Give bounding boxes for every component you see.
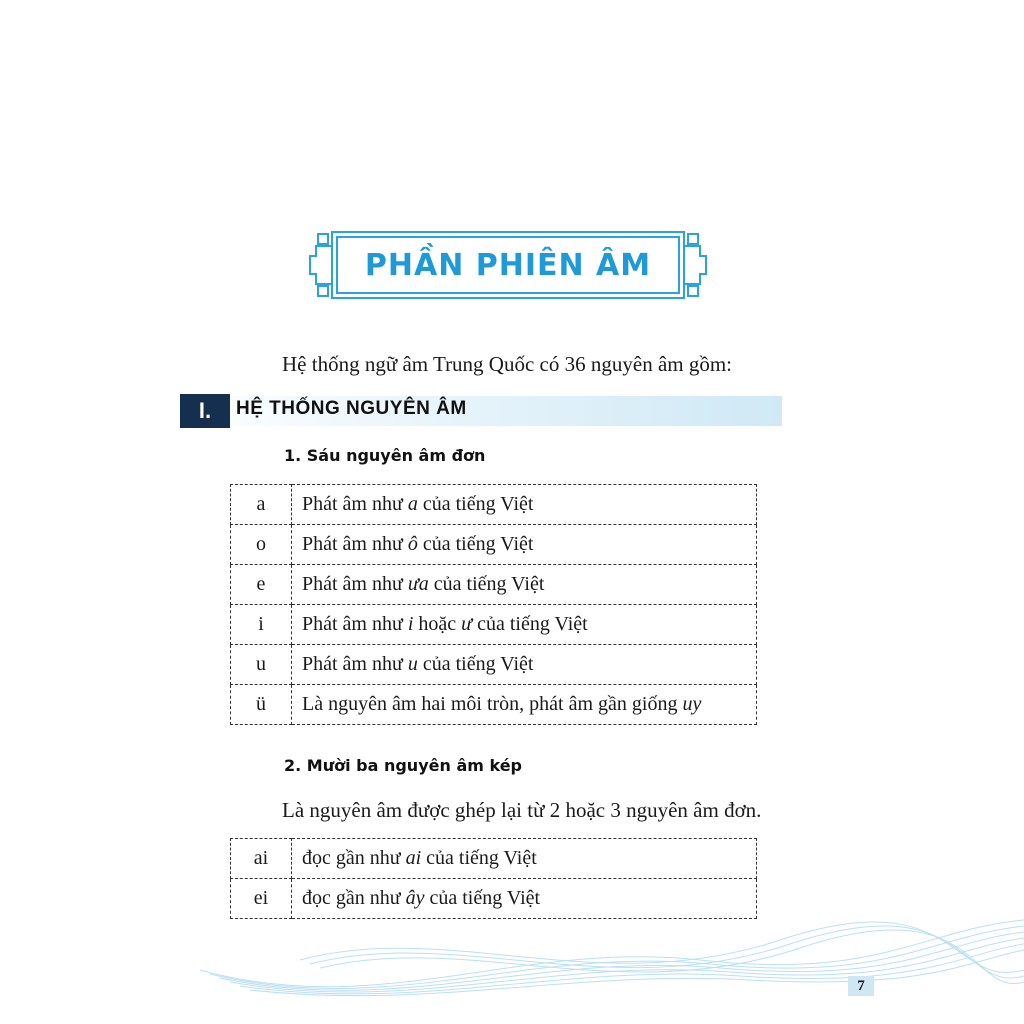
- intro-text: Hệ thống ngữ âm Trung Quốc có 36 nguyên âm gồm:: [282, 352, 733, 376]
- vowel-description: Là nguyên âm hai môi tròn, phát âm gần giống uy: [292, 685, 757, 725]
- vowel-description: đọc gần như ây của tiếng Việt: [292, 879, 757, 919]
- vowel-letter: ai: [231, 839, 292, 879]
- vowel-description: Phát âm như ô của tiếng Việt: [292, 525, 757, 565]
- section-number: I.: [180, 394, 230, 428]
- section-title: HỆ THỐNG NGUYÊN ÂM: [236, 398, 467, 419]
- table-row: [231, 839, 757, 879]
- table-row: [231, 525, 757, 565]
- vowel-letter: a: [231, 485, 292, 525]
- vowel-letter: ü: [231, 685, 292, 725]
- decorative-waves: [0, 900, 1024, 1024]
- vowel-description: Phát âm như u của tiếng Việt: [292, 645, 757, 685]
- vowel-table-single: [230, 484, 757, 725]
- table-row: [231, 685, 757, 725]
- vowel-letter: e: [231, 565, 292, 605]
- title-frame: [306, 226, 710, 304]
- vowel-letter: o: [231, 525, 292, 565]
- subsection-2-paragraph: Là nguyên âm được ghép lại từ 2 hoặc 3 nguyên âm đơn.: [282, 798, 762, 822]
- subsection-1-title: 1. Sáu nguyên âm đơn: [284, 446, 486, 465]
- table-row: [231, 565, 757, 605]
- table-row: [231, 605, 757, 645]
- vowel-description: đọc gần như ai của tiếng Việt: [292, 839, 757, 879]
- vowel-description: Phát âm như a của tiếng Việt: [292, 485, 757, 525]
- table-row: [231, 645, 757, 685]
- page-number: 7: [848, 976, 874, 996]
- subsection-2-title: 2. Mười ba nguyên âm kép: [284, 756, 522, 775]
- page-title: PHẦN PHIÊN ÂM: [364, 247, 652, 283]
- vowel-description: Phát âm như ưa của tiếng Việt: [292, 565, 757, 605]
- vowel-description: Phát âm như i hoặc ư của tiếng Việt: [292, 605, 757, 645]
- vowel-letter: i: [231, 605, 292, 645]
- vowel-letter: ei: [231, 879, 292, 919]
- vowel-letter: u: [231, 645, 292, 685]
- table-row: [231, 485, 757, 525]
- section-heading: [180, 394, 782, 428]
